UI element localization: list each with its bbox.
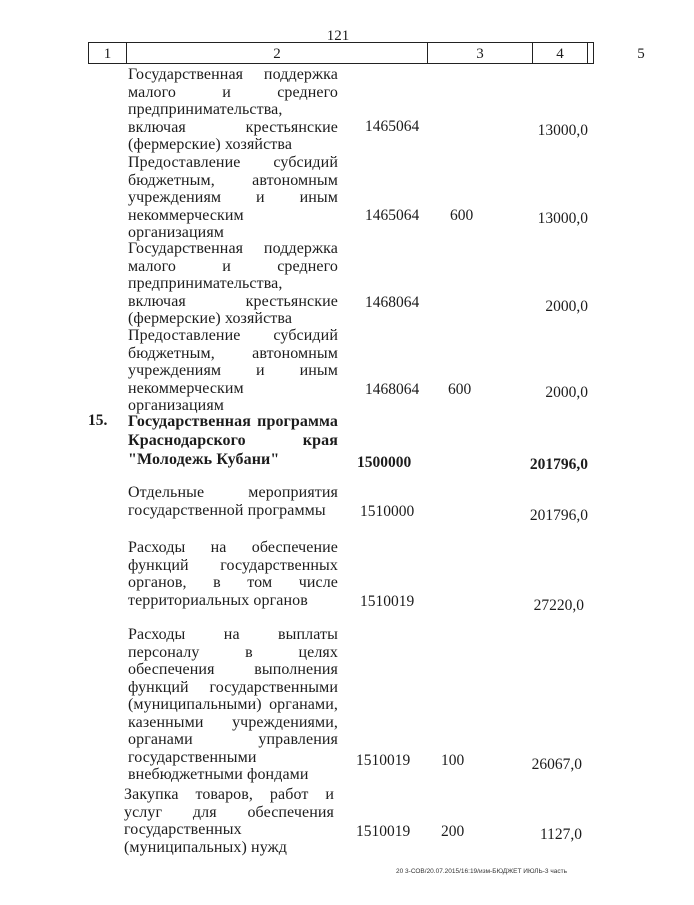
row-code: 1465064	[365, 118, 420, 135]
row-sum: 2000,0	[545, 384, 588, 401]
row-description: Расходы на выплаты персоналу в целях обеспечения выполнения функций государственными (муниципальными) органами, казенными учреждениями, органами управления государственными внебюджетными фондами	[128, 626, 338, 783]
row-sum: 13000,0	[537, 210, 588, 227]
row-description: Закупка товаров, работ и услуг для обеспечения государственных (муниципальных) нужд	[124, 786, 334, 856]
row-vr: 600	[448, 381, 472, 398]
row-code: 1510019	[356, 752, 411, 769]
row-description: Расходы на обеспечение функций государственных органов, в том числе территориальных органов	[128, 539, 338, 609]
header-col-2: 2	[127, 43, 428, 63]
row-code: 1468064	[365, 294, 420, 311]
row-sum: 2000,0	[545, 298, 588, 315]
row-sum: 26067,0	[531, 756, 582, 773]
header-col-4: 4	[533, 43, 588, 63]
row-vr: 600	[450, 207, 474, 224]
row-description: Предоставление субсидий бюджетным, автономным учреждениям и иным некоммерческим организациям	[128, 327, 338, 414]
row-description: Отдельные мероприятия государственной программы	[128, 484, 338, 519]
row-description: Государственная программа Краснодарского края "Молодежь Кубани"	[128, 413, 338, 468]
row-description: Предоставление субсидий бюджетным, автономным учреждениям и иным некоммерческим организациям	[128, 154, 338, 241]
row-description: Государственная поддержка малого и среднего предпринимательства, включая крестьянские (фермерские) хозяйства	[128, 66, 338, 153]
footer-stamp: 20 3-СОВ/20.07.2015/16:19/изм-БЮДЖЕТ ИЮЛЬ-3 часть	[396, 868, 567, 875]
row-description: Государственная поддержка малого и среднего предпринимательства, включая крестьянские (фермерские) хозяйства	[128, 240, 338, 327]
page-number: 121	[326, 28, 350, 44]
header-col-5: 5	[637, 46, 645, 62]
row-sum: 201796,0	[529, 456, 588, 473]
row-number: 15.	[88, 412, 108, 429]
row-code: 1468064	[365, 381, 420, 398]
row-code: 1510019	[356, 823, 411, 840]
row-code: 1510000	[360, 503, 415, 520]
row-code: 1500000	[357, 454, 412, 471]
row-sum: 27220,0	[533, 597, 584, 614]
row-sum: 13000,0	[537, 122, 588, 139]
table-header	[88, 42, 645, 64]
row-code: 1465064	[365, 207, 420, 224]
row-vr: 200	[441, 823, 465, 840]
row-sum: 201796,0	[529, 507, 588, 524]
header-col-3: 3	[428, 43, 533, 63]
row-sum: 1127,0	[539, 826, 582, 843]
row-vr: 100	[441, 752, 465, 769]
row-code: 1510019	[360, 593, 415, 610]
header-col-1: 1	[89, 43, 127, 63]
